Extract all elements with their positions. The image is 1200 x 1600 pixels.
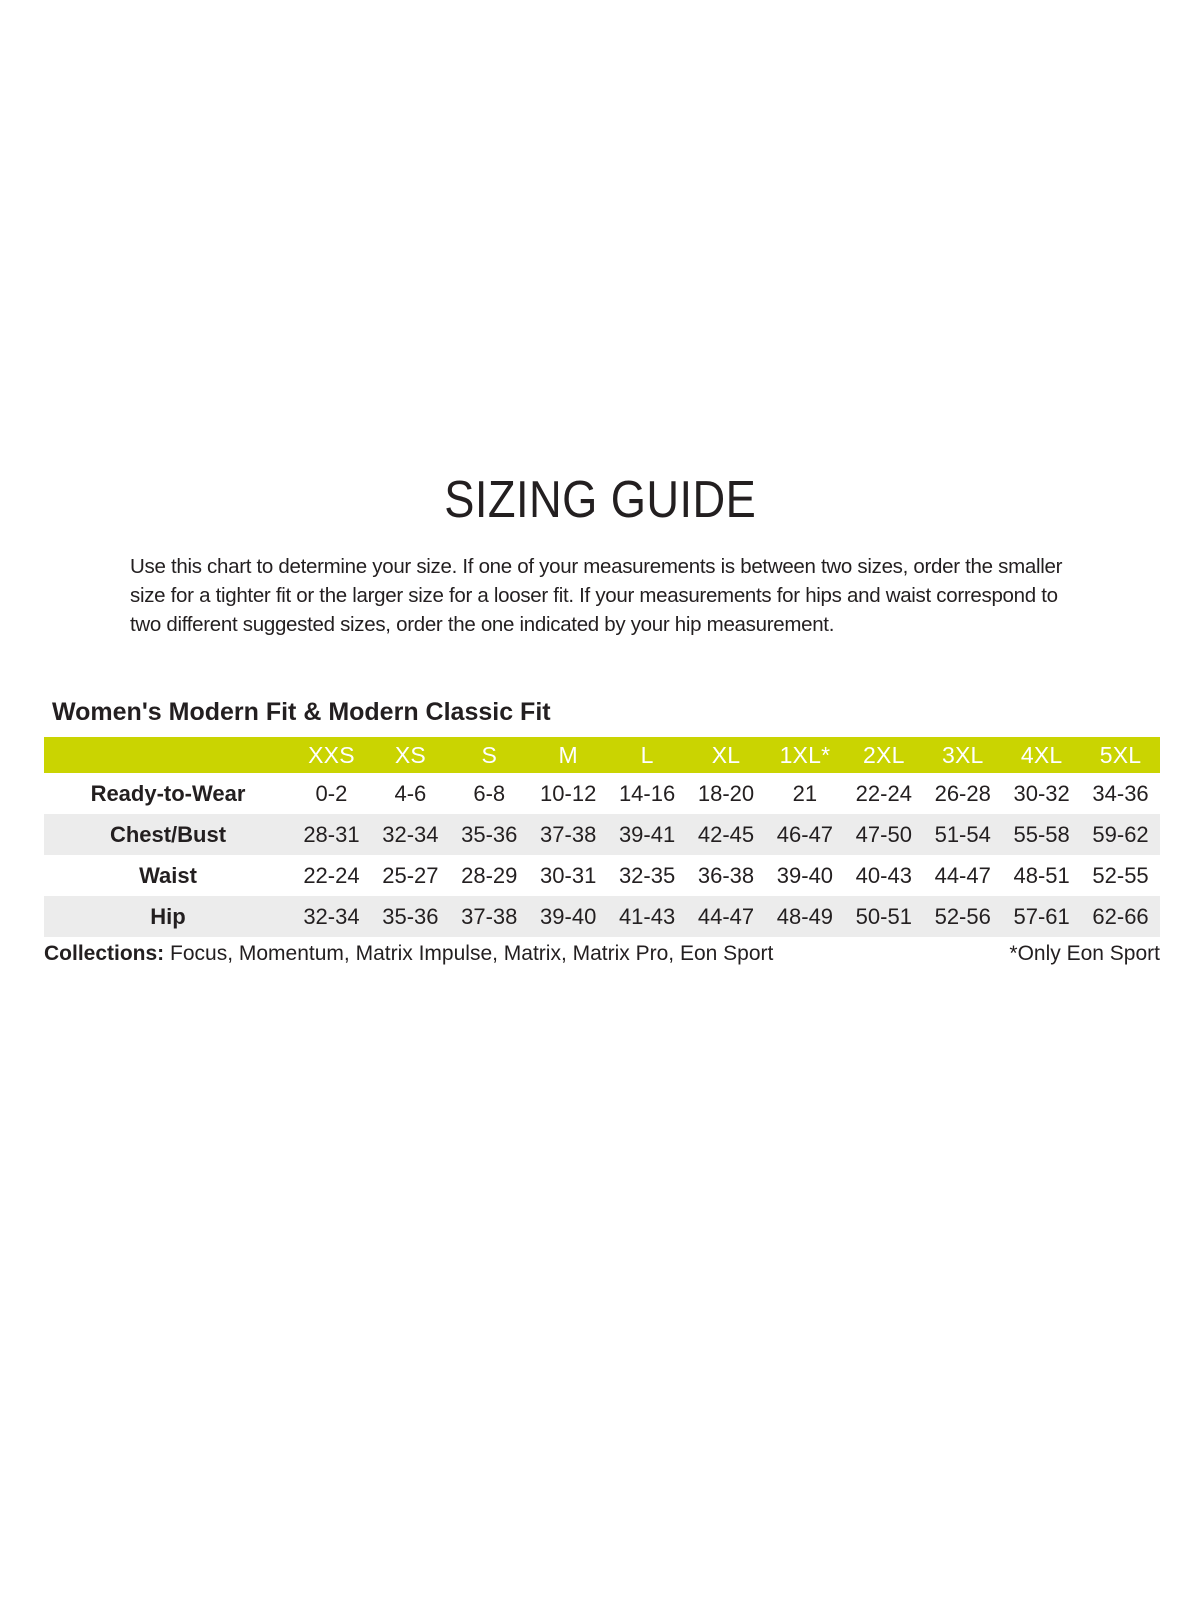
intro-text: Use this chart to determine your size. If one of your measurements is between two sizes, order the smaller size for a tighter fit or the larger size for a looser fit. If your measurements for hips and waist correspond to two different suggested sizes, order the one indicated by your hip measurement. <box>130 555 1063 636</box>
size-cell: 22-24 <box>855 780 912 806</box>
size-cell: 32-35 <box>618 862 676 888</box>
size-cell: 4-6 <box>394 780 427 806</box>
table-row-chest-bust <box>44 814 1160 855</box>
size-cell: 35-36 <box>461 821 518 847</box>
row-label: Chest/Bust <box>109 821 227 847</box>
size-cell: 28-29 <box>461 862 518 888</box>
size-cell: 39-40 <box>540 903 597 929</box>
size-column-header: 2XL <box>863 741 905 768</box>
size-column-header: L <box>640 741 654 768</box>
size-cell: 41-43 <box>618 903 676 929</box>
size-cell: 59-62 <box>1092 821 1149 847</box>
size-cell: 18-20 <box>697 780 755 806</box>
size-cell: 48-49 <box>776 903 834 929</box>
section-heading: Women's Modern Fit & Modern Classic Fit <box>52 698 551 726</box>
size-cell: 34-36 <box>1092 780 1149 806</box>
row-label: Waist <box>139 862 197 888</box>
table-footer <box>44 942 1160 966</box>
size-column-header: 3XL <box>941 741 984 768</box>
table-row-ready-to-wear <box>44 773 1160 814</box>
size-column-header: 5XL <box>1099 741 1142 768</box>
size-cell: 44-47 <box>934 862 991 888</box>
size-cell: 6-8 <box>473 780 506 806</box>
size-cell: 30-31 <box>540 862 597 888</box>
collections-label: Collections: <box>44 942 165 965</box>
size-cell: 52-55 <box>1092 862 1149 888</box>
table-row-waist <box>44 855 1160 896</box>
size-cell: 21 <box>792 780 818 806</box>
page-title-text: SIZING GUIDE <box>444 471 756 529</box>
size-table-body <box>44 773 1160 937</box>
size-cell: 35-36 <box>382 903 439 929</box>
size-column-header: XS <box>394 741 426 768</box>
size-cell: 39-40 <box>776 862 834 888</box>
size-cell: 30-32 <box>1013 780 1070 806</box>
size-table-header-row <box>44 737 1160 773</box>
size-cell: 52-56 <box>934 903 991 929</box>
size-cell: 0-2 <box>315 780 348 806</box>
row-label: Ready-to-Wear <box>90 780 246 806</box>
size-cell: 47-50 <box>855 821 912 847</box>
size-cell: 32-34 <box>303 903 360 929</box>
page-title <box>0 0 1200 529</box>
size-cell: 44-47 <box>697 903 755 929</box>
size-column-header: XXS <box>308 741 355 768</box>
size-cell: 36-38 <box>697 862 755 888</box>
size-cell: 62-66 <box>1092 903 1149 929</box>
size-cell: 39-41 <box>618 821 676 847</box>
size-cell: 46-47 <box>776 821 834 847</box>
size-cell: 55-58 <box>1013 821 1070 847</box>
size-column-header: XL <box>711 741 741 768</box>
size-column-header: S <box>481 741 498 768</box>
size-cell: 37-38 <box>461 903 518 929</box>
footnote: *Only Eon Sport <box>1009 942 1160 965</box>
size-cell: 37-38 <box>540 821 597 847</box>
size-column-header: M <box>558 741 578 768</box>
size-cell: 26-28 <box>934 780 991 806</box>
size-cell: 22-24 <box>303 862 360 888</box>
size-column-header: 1XL* <box>779 741 831 768</box>
size-cell: 32-34 <box>382 821 439 847</box>
collections-line <box>44 942 773 966</box>
size-cell: 40-43 <box>855 862 912 888</box>
size-cell: 51-54 <box>934 821 991 847</box>
row-label: Hip <box>150 903 186 929</box>
size-table <box>44 737 1160 937</box>
size-cell: 42-45 <box>697 821 755 847</box>
size-cell: 57-61 <box>1013 903 1070 929</box>
collections-list: Focus, Momentum, Matrix Impulse, Matrix, Matrix Pro, Eon Sport <box>170 942 774 965</box>
table-row-hip <box>44 896 1160 937</box>
size-cell: 14-16 <box>618 780 676 806</box>
size-cell: 10-12 <box>540 780 597 806</box>
size-cell: 28-31 <box>303 821 360 847</box>
size-cell: 48-51 <box>1013 862 1070 888</box>
size-cell: 25-27 <box>382 862 439 888</box>
size-cell: 50-51 <box>855 903 912 929</box>
size-column-header: 4XL <box>1020 741 1063 768</box>
